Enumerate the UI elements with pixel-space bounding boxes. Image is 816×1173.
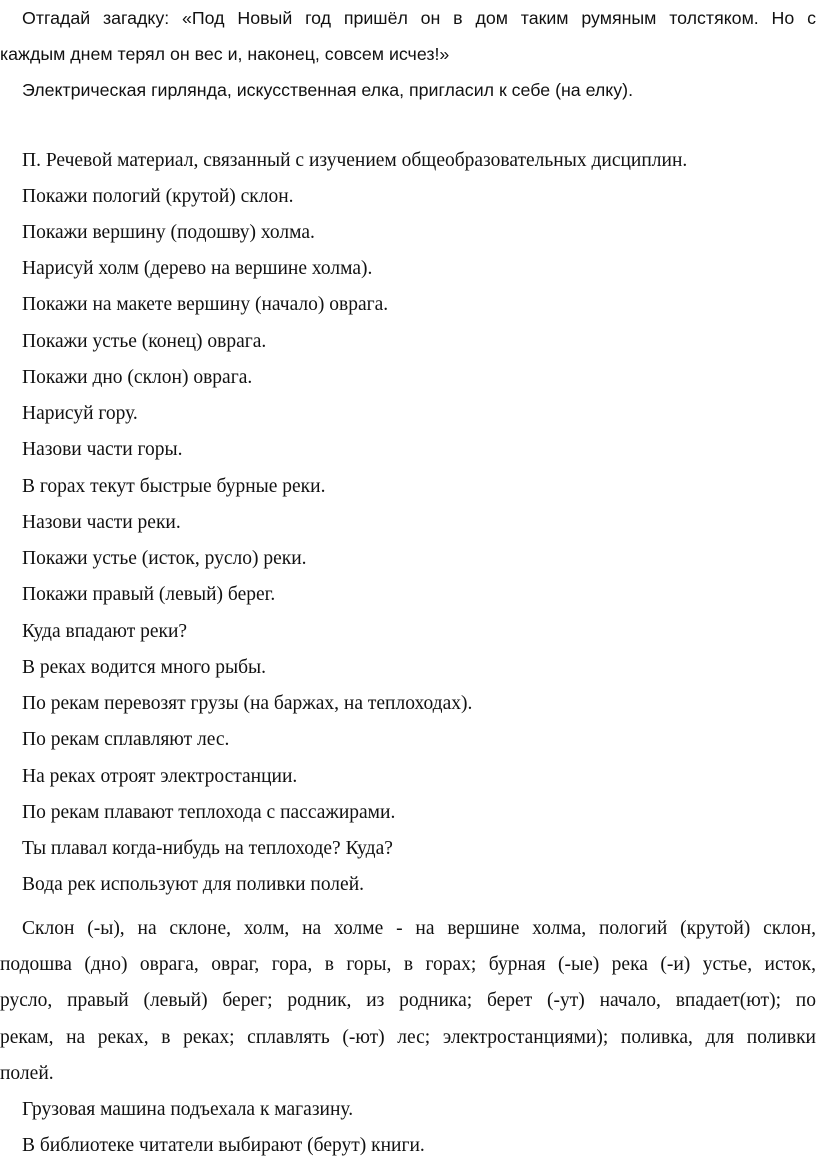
exercise-line: По рекам сплавляют лес. (22, 729, 230, 750)
exercise-line: Покажи устье (исток, русло) реки. (22, 548, 307, 569)
exercise-line: Покажи устье (конец) оврага. (22, 331, 267, 352)
exercise-line: В реках водится много рыбы. (22, 657, 267, 678)
vocabulary-line-4: рекам, на реках, в реках; сплавлять (-ют) лес; электростанциями); поливка, для поливки (0, 1027, 816, 1048)
exercise-line: Покажи правый (левый) берег. (22, 584, 276, 605)
exercise-line: Назови части горы. (22, 439, 183, 460)
riddle-line-1: Отгадай загадку: «Под Новый год пришёл он в дом таким румяным толстяком. Но с (22, 8, 816, 28)
closing-line: Грузовая машина подъехала к магазину. (22, 1099, 354, 1120)
exercise-line: Нарисуй гору. (22, 403, 138, 424)
closing-line: В библиотеке читатели выбирают (берут) книги. (22, 1135, 425, 1156)
vocabulary-line-5: полей. (0, 1063, 54, 1084)
exercise-line: Нарисуй холм (дерево на вершине холма). (22, 258, 373, 279)
exercise-line: Ты плавал когда-нибудь на теплоходе? Куда? (22, 838, 393, 859)
section-heading: П. Речевой материал, связанный с изучением общеобразовательных дисциплин. (22, 150, 688, 171)
exercise-line: Покажи на макете вершину (начало) оврага. (22, 294, 389, 315)
exercise-line: Куда впадают реки? (22, 621, 188, 642)
riddle-answer: Электрическая гирлянда, искусственная елка, пригласил к себе (на елку). (22, 80, 634, 100)
exercise-line: На реках отроят электростанции. (22, 766, 298, 787)
vocabulary-line-1: Склон (-ы), на склоне, холм, на холме - на вершине холма, пологий (крутой) склон, (22, 918, 816, 939)
vocabulary-line-2: подошва (дно) оврага, овраг, гора, в горы, в горах; бурная (-ые) река (-и) устье, исток, (0, 954, 816, 975)
exercise-line: Покажи дно (склон) оврага. (22, 367, 253, 388)
exercise-line: Покажи пологий (крутой) склон. (22, 186, 294, 207)
exercise-line: Покажи вершину (подошву) холма. (22, 222, 315, 243)
riddle-line-2: каждым днем терял он вес и, наконец, совсем исчез!» (0, 44, 450, 64)
exercise-line: По рекам плавают теплохода с пассажирами. (22, 802, 396, 823)
exercise-line: Назови части реки. (22, 512, 181, 533)
exercise-line: В горах текут быстрые бурные реки. (22, 476, 326, 497)
exercise-line: По рекам перевозят грузы (на баржах, на теплоходах). (22, 693, 473, 714)
vocabulary-line-3: русло, правый (левый) берег; родник, из родника; берет (-ут) начало, впадает(ют); по (0, 990, 816, 1011)
exercise-line: Вода рек используют для поливки полей. (22, 874, 365, 895)
